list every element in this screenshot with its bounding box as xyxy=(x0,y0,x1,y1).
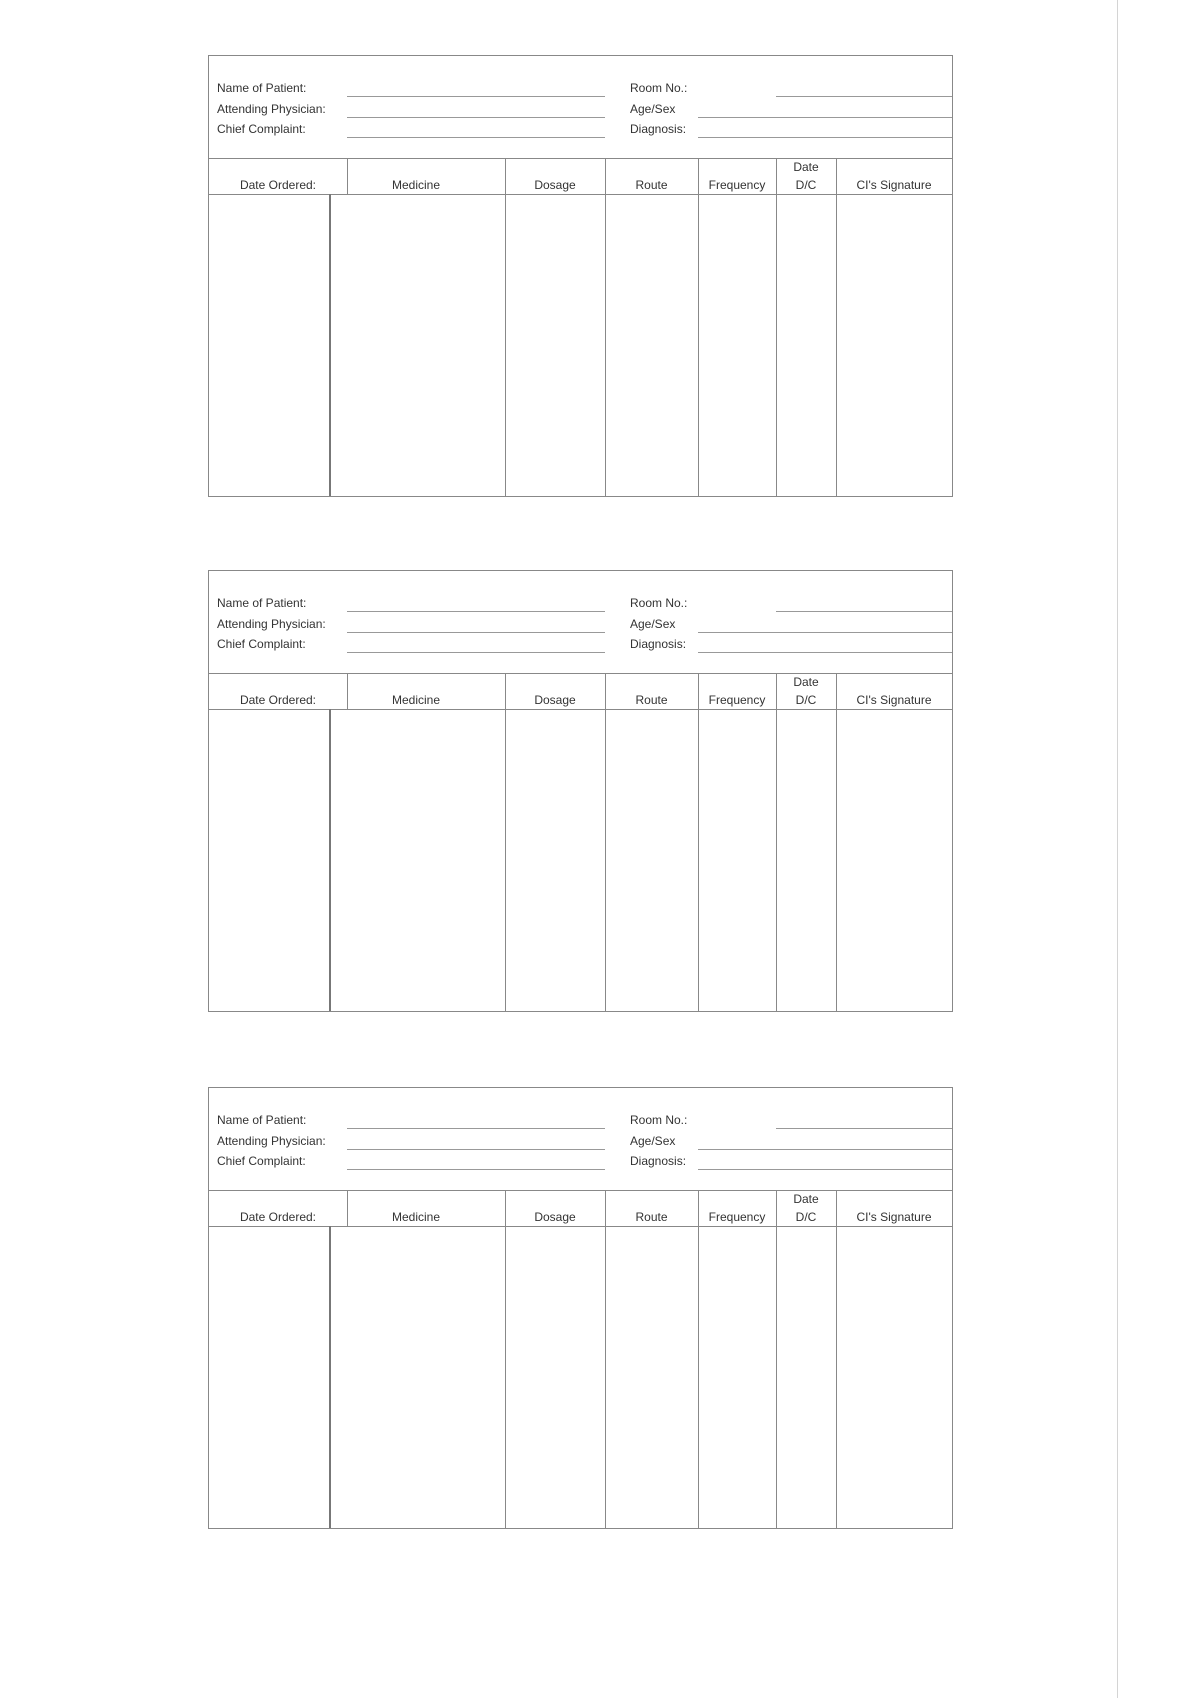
page-edge-divider xyxy=(1117,0,1118,1698)
name-of-patient-label: Name of Patient: xyxy=(217,81,307,95)
age-sex-field[interactable] xyxy=(698,1149,952,1150)
column-header-signature: CI's Signature xyxy=(856,178,932,192)
column-header-route: Route xyxy=(635,178,668,192)
table-body[interactable] xyxy=(209,710,952,1011)
column-header-frequency: Frequency xyxy=(708,1210,766,1224)
info-divider-line xyxy=(209,673,952,674)
chief-complaint-field[interactable] xyxy=(347,652,605,653)
column-header-route: Route xyxy=(635,693,668,707)
column-header-dosage: Dosage xyxy=(534,178,576,192)
attending-physician-label: Attending Physician: xyxy=(217,102,326,116)
column-header-dosage: Dosage xyxy=(534,1210,576,1224)
medication-order-form xyxy=(208,55,953,497)
age-sex-label: Age/Sex xyxy=(630,1134,676,1148)
diagnosis-label: Diagnosis: xyxy=(630,122,687,136)
age-sex-field[interactable] xyxy=(698,117,952,118)
diagnosis-field[interactable] xyxy=(698,1169,952,1170)
room-no-field[interactable] xyxy=(776,96,952,97)
column-header-date: Date xyxy=(793,1192,819,1206)
diagnosis-field[interactable] xyxy=(698,652,952,653)
column-header-date: Date xyxy=(793,160,819,174)
diagnosis-field[interactable] xyxy=(698,137,952,138)
medication-order-form xyxy=(208,1087,953,1529)
column-header-frequency: Frequency xyxy=(708,178,766,192)
chief-complaint-label: Chief Complaint: xyxy=(217,1154,306,1168)
attending-physician-label: Attending Physician: xyxy=(217,617,326,631)
table-body[interactable] xyxy=(209,195,952,496)
info-divider-line xyxy=(209,1190,952,1191)
room-no-field[interactable] xyxy=(776,1128,952,1129)
column-header-frequency: Frequency xyxy=(708,693,766,707)
chief-complaint-field[interactable] xyxy=(347,1169,605,1170)
column-header-date-ordered: Date Ordered: xyxy=(239,693,317,707)
diagnosis-label: Diagnosis: xyxy=(630,637,687,651)
column-header-date: Date xyxy=(793,675,819,689)
age-sex-label: Age/Sex xyxy=(630,617,676,631)
attending-physician-label: Attending Physician: xyxy=(217,1134,326,1148)
name-of-patient-field[interactable] xyxy=(347,1128,605,1129)
name-of-patient-field[interactable] xyxy=(347,96,605,97)
column-header-date-ordered: Date Ordered: xyxy=(239,178,317,192)
room-no-label: Room No.: xyxy=(630,81,688,95)
column-header-route: Route xyxy=(635,1210,668,1224)
medication-order-form xyxy=(208,570,953,1012)
attending-physician-field[interactable] xyxy=(347,117,605,118)
column-header-dc: D/C xyxy=(795,1210,817,1224)
name-of-patient-label: Name of Patient: xyxy=(217,1113,307,1127)
chief-complaint-label: Chief Complaint: xyxy=(217,122,306,136)
column-header-signature: CI's Signature xyxy=(856,693,932,707)
column-header-medicine: Medicine xyxy=(391,178,441,192)
column-header-dc: D/C xyxy=(795,178,817,192)
column-header-dosage: Dosage xyxy=(534,693,576,707)
name-of-patient-field[interactable] xyxy=(347,611,605,612)
column-header-medicine: Medicine xyxy=(391,1210,441,1224)
age-sex-label: Age/Sex xyxy=(630,102,676,116)
column-header-medicine: Medicine xyxy=(391,693,441,707)
column-header-date-ordered: Date Ordered: xyxy=(239,1210,317,1224)
column-header-dc: D/C xyxy=(795,693,817,707)
name-of-patient-label: Name of Patient: xyxy=(217,596,307,610)
table-body[interactable] xyxy=(209,1227,952,1528)
age-sex-field[interactable] xyxy=(698,632,952,633)
diagnosis-label: Diagnosis: xyxy=(630,1154,687,1168)
attending-physician-field[interactable] xyxy=(347,1149,605,1150)
room-no-label: Room No.: xyxy=(630,596,688,610)
chief-complaint-field[interactable] xyxy=(347,137,605,138)
room-no-label: Room No.: xyxy=(630,1113,688,1127)
attending-physician-field[interactable] xyxy=(347,632,605,633)
chief-complaint-label: Chief Complaint: xyxy=(217,637,306,651)
room-no-field[interactable] xyxy=(776,611,952,612)
info-divider-line xyxy=(209,158,952,159)
column-header-signature: CI's Signature xyxy=(856,1210,932,1224)
